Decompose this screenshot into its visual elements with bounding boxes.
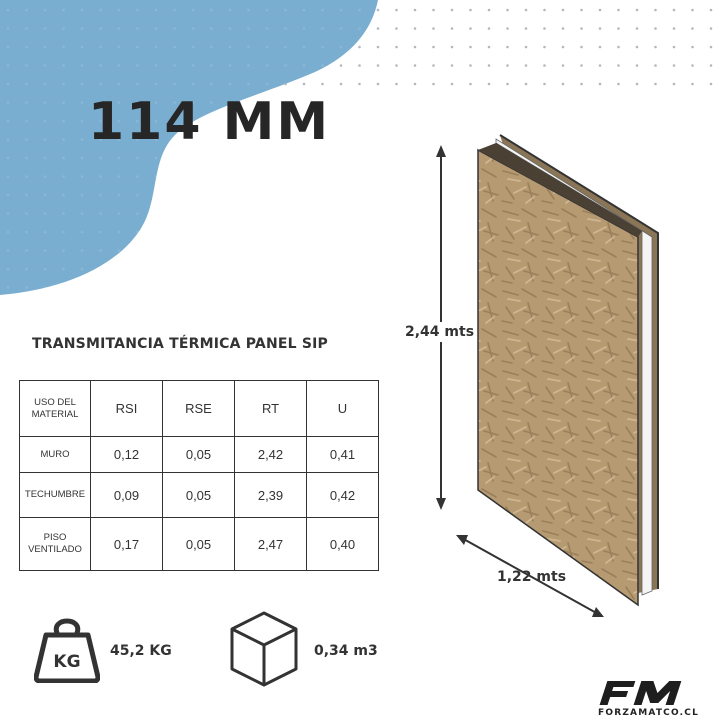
column-header-rt: RT [235,381,307,437]
row-label-piso-ventilado: PISO VENTILADO [20,518,91,571]
column-header-u: U [307,381,379,437]
sip-panel-illustration [420,125,660,635]
brand-logo [596,679,700,707]
row-label-techumbre: TECHUMBRE [20,473,91,518]
cell-rt: 2,39 [235,473,307,518]
cell-u: 0,42 [307,473,379,518]
cell-rsi: 0,12 [91,437,163,473]
column-header-rsi: RSI [91,381,163,437]
width-dimension-label: 1,22 mts [497,569,567,585]
cell-rse: 0,05 [163,437,235,473]
table-row [20,473,379,518]
cell-rsi: 0,17 [91,518,163,571]
weight-icon-label: KG [53,652,81,672]
table-header-row [20,381,379,437]
panel-weight: 45,2 KG [110,643,172,659]
cell-rsi: 0,09 [91,473,163,518]
thermal-transmittance-table [19,380,379,571]
panel-volume: 0,34 m3 [314,643,378,659]
cell-rt: 2,47 [235,518,307,571]
cell-rse: 0,05 [163,473,235,518]
height-dimension-label: 2,44 mts [405,324,475,340]
cell-u: 0,41 [307,437,379,473]
kettlebell-weight-icon [34,611,100,683]
brand-website: FORZAMATCO.CL [598,708,699,718]
cell-rse: 0,05 [163,518,235,571]
table-row [20,437,379,473]
cell-rt: 2,42 [235,437,307,473]
page-title: 114 MM [88,92,331,152]
column-header-rse: RSE [163,381,235,437]
row-label-muro: MURO [20,437,91,473]
cell-u: 0,40 [307,518,379,571]
table-row [20,518,379,571]
cube-volume-icon [228,609,300,689]
table-title: TRANSMITANCIA TÉRMICA PANEL SIP [32,336,328,352]
column-header-material-use: USO DEL MATERIAL [20,381,91,437]
